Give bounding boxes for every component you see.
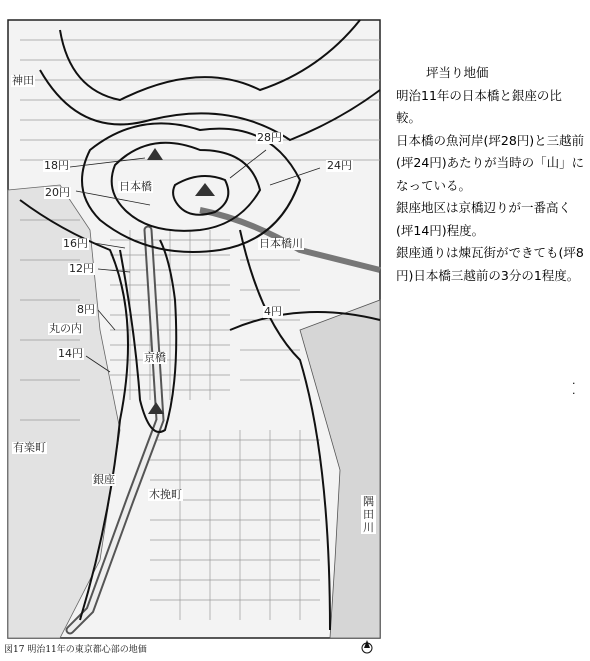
north-arrow-icon [362, 640, 372, 653]
label-price-20: 20円 [45, 186, 70, 199]
label-kanda: 神田 [12, 74, 34, 87]
note-title: 坪当り地価 [426, 65, 489, 80]
label-price-16: 16円 [63, 237, 88, 250]
label-nihonbashi: 日本橋 [119, 180, 152, 193]
explanation-note [396, 62, 586, 287]
map-caption: 図17 明治11年の東京都心部の地価 [4, 645, 147, 655]
label-price-18: 18円 [44, 159, 69, 172]
note-paragraph: 明治11年の日本橋と銀座の比較。 [396, 87, 562, 125]
label-price-12: 12円 [69, 262, 94, 275]
note-paragraph: 銀座通りは煉瓦街ができても(坪8円)日本橋三越前の3分の1程度。 [396, 245, 584, 283]
label-price-8: 8円 [77, 303, 95, 316]
label-price-14: 14円 [58, 347, 83, 360]
label-price-28: 28円 [257, 131, 282, 144]
label-kobikicho: 木挽町 [149, 488, 182, 501]
label-nihonbashi-river: 日本橋川 [259, 237, 303, 250]
decorative-dots: . . [572, 374, 576, 397]
note-paragraph: 日本橋の魚河岸(坪28円)と三越前(坪24円)あたりが当時の「山」になっている。 [396, 132, 585, 193]
label-ginza: 銀座 [93, 473, 115, 486]
label-price-24: 24円 [327, 159, 352, 172]
label-kyobashi: 京橋 [144, 351, 166, 364]
note-paragraph: 銀座地区は京橋辺りが一番高く(坪14円)程度。 [396, 200, 572, 238]
label-sumida-river: 隅田川 [363, 495, 374, 534]
label-marunouchi: 丸の内 [49, 322, 82, 335]
label-price-4: 4円 [264, 305, 282, 318]
label-yurakucho: 有楽町 [13, 441, 46, 454]
